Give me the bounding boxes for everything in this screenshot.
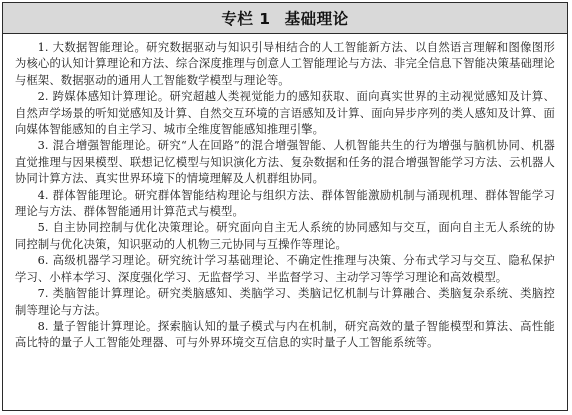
theory-item-8: 8. 量子智能计算理论。探索脑认知的量子模式与内在机制，研究高效的量子智能模型和算法、高性能高比特的量子人工智能处理器、可与外界环境交互信息的实时量子人工智能系统等。 [15, 319, 555, 350]
column-body [3, 34, 567, 356]
column-header [3, 3, 567, 34]
theory-item-3: 3. 混合增强智能理论。研究“人在回路”的混合增强智能、人机智能共生的行为增强与脑机协同、机器直觉推理与因果模型、联想记忆模型与知识演化方法、复杂数据和任务的混合增强智能学习方法、云机器人协同计算方法、真实世界环境下的情境理解及人机群组协同。 [15, 139, 555, 186]
theory-item-5: 5. 自主协同控制与优化决策理论。研究面向自主无人系统的协同感知与交互，面向自主无人系统的协同控制与优化决策，知识驱动的人机物三元协同与互操作等理论。 [15, 221, 555, 251]
theory-item-6: 6. 高级机器学习理论。研究统计学习基础理论、不确定性推理与决策、分布式学习与交互、隐私保护学习、小样本学习、深度强化学习、无监督学习、半监督学习、主动学习等学习理论和高效模型。 [15, 254, 555, 284]
theory-item-2: 2. 跨媒体感知计算理论。研究超越人类视觉能力的感知获取、面向真实世界的主动视觉感知及计算、自然声学场景的听知觉感知及计算、自然交互环境的言语感知及计算、面向异步序列的类人感知及计算、面向媒体智能感知的自主学习、城市全维度智能感知推理引擎。 [15, 90, 555, 137]
column-panel [2, 2, 568, 411]
theory-item-1: 1. 大数据智能理论。研究数据驱动与知识引导相结合的人工智能新方法、以自然语言理解和图像图形为核心的认知计算理论和方法、综合深度推理与创意人工智能理论与方法、非完全信息下智能决策基础理论与框架、数据驱动的通用人工智能数学模型与理论等。 [15, 41, 555, 87]
column-title: 基础理论 [284, 10, 349, 28]
theory-item-7: 7. 类脑智能计算理论。研究类脑感知、类脑学习、类脑记忆机制与计算融合、类脑复杂系统、类脑控制等理论与方法。 [15, 287, 555, 317]
theory-item-4: 4. 群体智能理论。研究群体智能结构理论与组织方法、群体智能激励机制与涌现机理、群体智能学习理论与方法、群体智能通用计算范式与模型。 [15, 188, 555, 219]
column-label: 专栏 1 [221, 10, 271, 28]
